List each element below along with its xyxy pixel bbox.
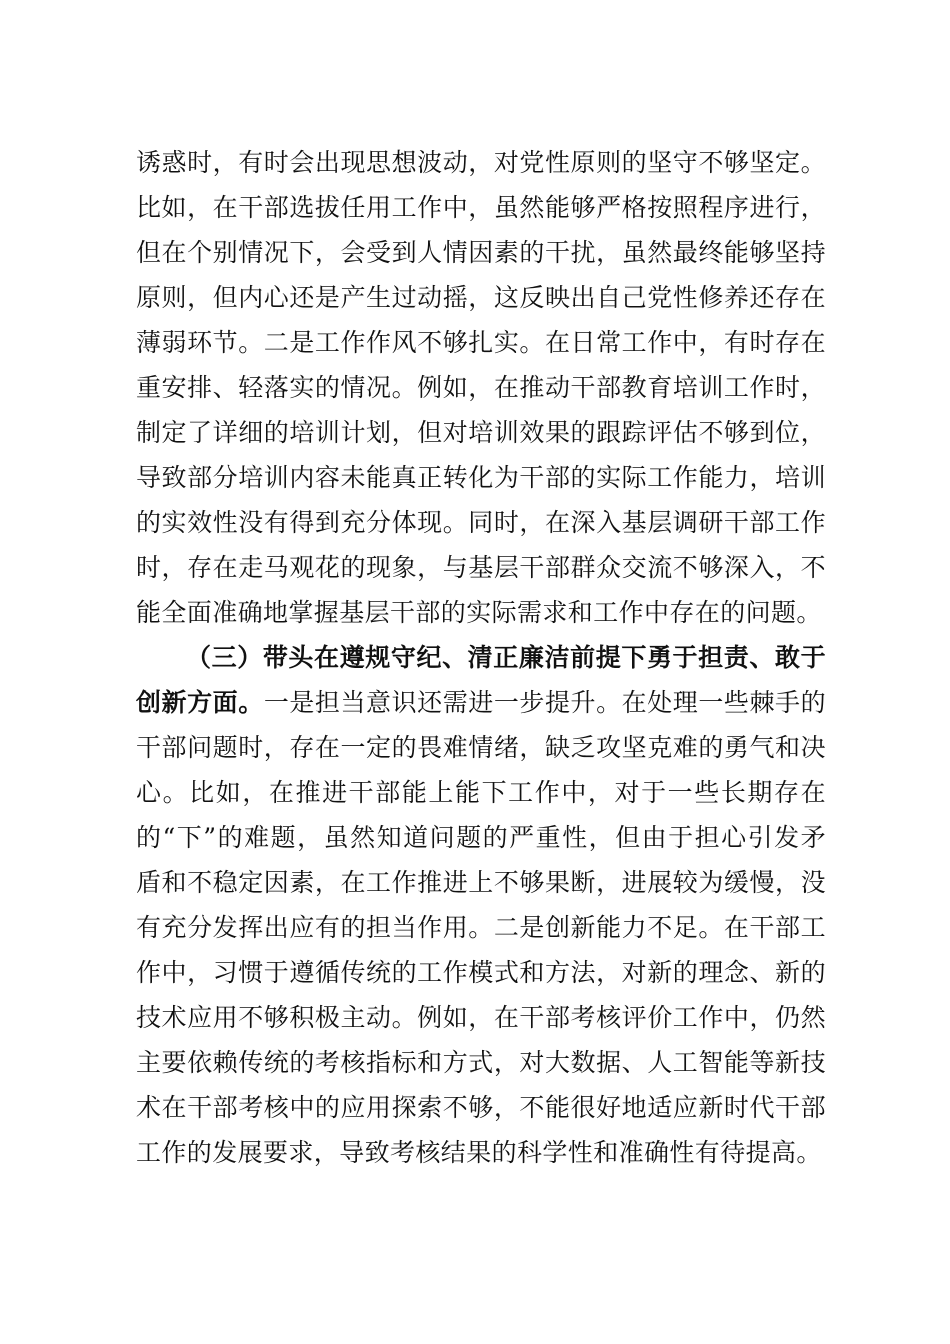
text-line: [136, 680, 826, 725]
text-line: 的“下”的难题，虽然知道问题的严重性，但由于担心引发矛: [136, 823, 826, 852]
text-line: 作中，习惯于遵循传统的工作模式和方法，对新的理念、新的: [136, 958, 826, 987]
text-line: 干部问题时，存在一定的畏难情绪，缺乏攻坚克难的勇气和决: [136, 733, 826, 762]
section-heading: （三）带头在遵规守纪、清正廉洁前提下勇于担责、敢于: [186, 643, 826, 672]
text-line: 有充分发挥出应有的担当作用。二是创新能力不足。在干部工: [136, 913, 826, 942]
text-line: 能全面准确地掌握基层干部的实际需求和工作中存在的问题。: [136, 598, 822, 627]
text-line: 术在干部考核中的应用探索不够，不能很好地适应新时代干部: [136, 1093, 826, 1122]
text-line: 的实效性没有得到充分体现。同时，在深入基层调研干部工作: [136, 508, 826, 537]
text-line: 心。比如，在推进干部能上能下工作中，对于一些长期存在: [136, 778, 826, 807]
text-line: 主要依赖传统的考核指标和方式，对大数据、人工智能等新技: [136, 1048, 826, 1077]
text-line: 时，存在走马观花的现象，与基层干部群众交流不够深入，不: [136, 553, 826, 582]
paragraph-section-three: [136, 635, 826, 1175]
text-line: 比如，在干部选拔任用工作中，虽然能够严格按照程序进行，: [136, 193, 826, 222]
text-line: 技术应用不够积极主动。例如，在干部考核评价工作中，仍然: [136, 1003, 826, 1032]
text-line: 重安排、轻落实的情况。例如，在推动干部教育培训工作时，: [136, 373, 826, 402]
section-heading-end: 创新方面。: [136, 688, 264, 717]
text-line: 工作的发展要求，导致考核结果的科学性和准确性有待提高。: [136, 1138, 822, 1167]
text-line: 但在个别情况下，会受到人情因素的干扰，虽然最终能够坚持: [136, 238, 826, 267]
text-line: 制定了详细的培训计划，但对培训效果的跟踪评估不够到位，: [136, 418, 826, 447]
text-line: 薄弱环节。二是工作作风不够扎实。在日常工作中，有时存在: [136, 328, 826, 357]
text-line: 原则，但内心还是产生过动摇，这反映出自己党性修养还存在: [136, 283, 826, 312]
text-line: 诱惑时，有时会出现思想波动，对党性原则的坚守不够坚定。: [136, 148, 826, 177]
text-line: 盾和不稳定因素，在工作推进上不够果断，进展较为缓慢，没: [136, 868, 826, 897]
body-text: [136, 140, 826, 1175]
paragraph-continued: [136, 140, 826, 635]
text-run: 一是担当意识还需进一步提升。在处理一些棘手的: [263, 688, 826, 717]
text-line: 导致部分培训内容未能真正转化为干部的实际工作能力，培训: [136, 463, 826, 492]
